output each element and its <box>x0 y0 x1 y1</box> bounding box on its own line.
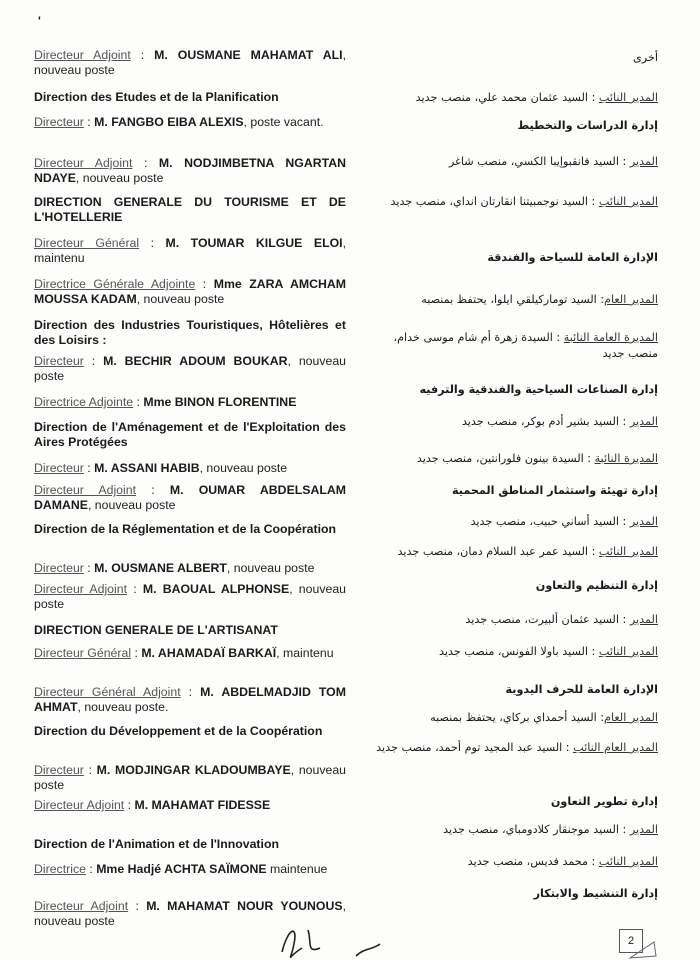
position-label: Directeur <box>34 115 84 129</box>
section-heading: Direction des Etudes et de la Planification <box>34 90 279 104</box>
appointee-name: M. FANGBO EIBA ALEXIS <box>94 115 244 129</box>
section-heading: DIRECTION GENERALE DE L'ARTISANAT <box>34 623 278 637</box>
appointment-entry: Directeur Adjoint : M. BAOUAL ALPHONSE, nouveau poste <box>34 582 346 611</box>
arabic-entry <box>362 822 658 838</box>
position-label: Directrice <box>34 862 86 876</box>
arabic-position-label: المدير <box>629 515 658 528</box>
appointment-status: , nouveau poste <box>136 292 225 306</box>
arabic-entry-text: : السيد أحمداي بركاي، يحتفظ بمنصبه <box>430 711 605 724</box>
appointment-status: , poste vacant. <box>243 115 324 129</box>
appointment-status: , nouveau poste. <box>77 700 169 714</box>
appointment-status: , nouveau poste <box>199 461 288 475</box>
arabic-entry <box>362 194 658 210</box>
arabic-entry-text: : محمد فديس، منصب جديد <box>467 855 599 868</box>
arabic-section-heading: إدارة التنشيط والابتكار <box>533 887 658 900</box>
arabic-section-heading: إدارة تطوير التعاون <box>550 795 658 808</box>
appointment-entry: Directeur : M. FANGBO EIBA ALEXIS, poste vacant. <box>34 115 324 129</box>
arabic-entry <box>362 154 658 170</box>
arabic-entry-text: : السيدة زهرة أم شام موسى خدام، منصب جديد <box>393 331 658 360</box>
position-label: Directeur Adjoint <box>34 156 133 170</box>
appointment-status: , nouveau poste <box>87 498 176 512</box>
arabic-entry <box>362 514 658 530</box>
arabic-entry <box>362 612 658 628</box>
position-label: Directeur Général <box>34 646 132 660</box>
arabic-entry-text: : السيد عبد المجيد توم أحمد، منصب جديد <box>376 741 574 754</box>
appointment-entry: Directeur : M. MODJINGAR KLADOUMBAYE, nouveau poste <box>34 763 346 792</box>
appointment-entry: Directeur Adjoint : M. OUSMANE MAHAMAT ALI, nouveau poste <box>34 48 346 77</box>
appointment-entry: Directeur Général : M. AHAMADAÏ BARKAÏ, maintenu <box>34 646 334 660</box>
position-label: Directeur <box>34 561 84 575</box>
appointment-status: , nouveau poste <box>226 561 315 575</box>
appointee-name: M. OUSMANE MAHAMAT ALI <box>154 48 343 62</box>
appointment-entry: Directeur Général Adjoint : M. ABDELMADJID TOM AHMAT, nouveau poste. <box>34 685 346 714</box>
appointment-entry: Directeur : M. BECHIR ADOUM BOUKAR, nouveau poste <box>34 354 347 383</box>
position-label: Directeur Adjoint <box>34 582 128 596</box>
appointee-name: M. TOUMAR KILGUE ELOI <box>165 236 343 250</box>
signature-icon <box>268 918 388 960</box>
appointment-entry: Directeur Général : M. TOUMAR KILGUE ELOI, maintenu <box>34 236 346 265</box>
position-label: Directeur <box>34 461 84 475</box>
position-label: Directeur Adjoint <box>34 899 129 913</box>
arabic-section-heading: إدارة الصناعات السياحية والفندقية والترفيه <box>419 383 658 396</box>
position-label: Directeur Général Adjoint <box>34 685 181 699</box>
arabic-position-label: المدير النائب <box>598 195 658 208</box>
appointee-name: Mme Hadjé ACHTA SAÏMONE <box>96 862 267 876</box>
appointee-name: M. BECHIR ADOUM BOUKAR <box>103 354 288 368</box>
appointment-status: , nouveau poste <box>34 582 346 611</box>
appointee-name: M. OUMAR ABDELSALAM DAMANE <box>34 483 346 512</box>
arabic-entry-text: : السيد بشير أدم بوكر، منصب جديد <box>461 415 630 428</box>
arabic-position-label: المدير العام <box>604 711 658 724</box>
arabic-entry-text: : السيد فانقبوإيبا الكسي، منصب شاغر <box>448 155 630 168</box>
section-heading: Direction du Développement et de la Coopération <box>34 724 323 738</box>
appointee-name: M. MAHAMAT NOUR YOUNOUS <box>146 899 343 913</box>
arabic-entry-text: : السيدة بينون فلورانتين، منصب جديد <box>416 452 595 465</box>
appointment-entry: Directeur Adjoint : M. MAHAMAT FIDESSE <box>34 798 271 812</box>
arabic-position-label: المديرة النائبة <box>594 452 658 465</box>
arabic-entry <box>362 544 658 560</box>
appointment-entry: Directrice : Mme Hadjé ACHTA SAÏMONE maintenue <box>34 862 328 876</box>
arabic-entry-text: : السيد أساني حبيب، منصب جديد <box>470 515 630 528</box>
section-heading: DIRECTION GENERALE DU TOURISME ET DE L'HOTELLERIE <box>34 195 346 224</box>
appointment-entry: Directeur Adjoint : M. NODJIMBETNA NGARTAN NDAYE, nouveau poste <box>34 156 346 185</box>
arabic-position-label: المدير <box>629 155 658 168</box>
appointee-name: Mme BINON FLORENTINE <box>143 395 297 409</box>
arabic-entry-text: : السيد عمر عبد السلام دمان، منصب جديد <box>397 545 599 558</box>
appointment-status: maintenue <box>266 862 328 876</box>
arabic-section-heading: إدارة الدراسات والتخطيط <box>517 119 658 132</box>
arabic-entry <box>362 414 658 430</box>
appointment-status: , nouveau poste <box>75 171 164 185</box>
appointee-name: M. MAHAMAT FIDESSE <box>134 798 271 812</box>
appointee-name: M. NODJIMBETNA NGARTAN NDAYE <box>34 156 346 185</box>
arabic-entry-text: : السيد توماركيلقي ايلوا، يحتفظ بمنصبه <box>421 293 605 306</box>
appointee-name: M. MODJINGAR KLADOUMBAYE <box>96 763 291 777</box>
arabic-entry-text: : السيد نوجمبيتنا انقارتان انداي، منصب جديد <box>390 195 599 208</box>
arabic-position-label: المدير <box>629 415 658 428</box>
arabic-entry-text: أخرى <box>633 51 658 64</box>
arabic-position-label: المدير العام النائب <box>573 741 658 754</box>
arabic-section-heading: الإدارة العامة للسياحة والفندقة <box>487 251 658 264</box>
arabic-position-label: المدير النائب <box>598 645 658 658</box>
appointment-status: , nouveau poste <box>34 354 347 383</box>
arabic-position-label: المدير العام <box>604 293 658 306</box>
appointment-entry: Directeur : M. OUSMANE ALBERT, nouveau poste <box>34 561 315 575</box>
appointment-entry: Directeur : M. ASSANI HABIB, nouveau poste <box>34 461 288 475</box>
arabic-entry <box>362 740 658 756</box>
arabic-section-heading: إدارة تهيئة واستثمار المناطق المحمية <box>452 484 658 497</box>
position-label: Directeur Adjoint <box>34 48 131 62</box>
arabic-position-label: المديرة العامة النائبة <box>563 331 658 344</box>
arabic-entry-text: : السيد عثمان ألبيرت، منصب جديد <box>465 613 630 626</box>
arabic-section-heading: إدارة التنظيم والتعاون <box>535 579 658 592</box>
arabic-entry <box>362 710 658 726</box>
arabic-entry <box>362 292 658 308</box>
appointment-status: , maintenu <box>34 236 346 265</box>
arabic-entry-text: : السيد باولا الفونس، منصب جديد <box>438 645 599 658</box>
arabic-entry <box>362 90 658 106</box>
arabic-entry-text: : السيد موجنقار كلادومباي، منصب جديد <box>443 823 630 836</box>
appointee-name: M. OUSMANE ALBERT <box>94 561 227 575</box>
appointee-name: M. ASSANI HABIB <box>94 461 200 475</box>
arabic-entry <box>362 451 658 467</box>
position-label: Directeur Adjoint <box>34 483 137 497</box>
arabic-entry <box>362 644 658 660</box>
appointment-status: , nouveau poste <box>34 763 346 792</box>
section-heading: Direction de la Réglementation et de la Coopération <box>34 522 337 536</box>
arabic-position-label: المدير <box>629 613 658 626</box>
position-label: Directeur <box>34 354 84 368</box>
appointment-status: , nouveau poste <box>34 899 346 928</box>
arabic-position-label: المدير النائب <box>598 545 658 558</box>
appointment-entry: Directrice Adjointe : Mme BINON FLORENTINE <box>34 395 297 409</box>
arabic-position-label: المدير النائب <box>598 855 658 868</box>
arabic-entry-text: : السيد عثمان محمد علي، منصب جديد <box>415 91 599 104</box>
corner-mark: ' <box>38 14 41 28</box>
position-label: Directrice Adjointe <box>34 395 134 409</box>
appointee-name: Mme ZARA AMCHAM MOUSSA KADAM <box>34 277 347 306</box>
appointment-entry: Directeur Adjoint : M. OUMAR ABDELSALAM DAMANE, nouveau poste <box>34 483 346 512</box>
arabic-entry <box>362 330 658 362</box>
section-heading: Direction de l'Animation et de l'Innovation <box>34 837 279 851</box>
arabic-position-label: المدير النائب <box>598 91 658 104</box>
appointee-name: M. AHAMADAÏ BARKAÏ <box>141 646 277 660</box>
section-heading: Direction des Industries Touristiques, Hôtelières et des Loisirs : <box>34 318 346 347</box>
arabic-section-heading: الإدارة العامة للحرف اليدوية <box>505 683 658 696</box>
position-label: Directrice Générale Adjointe <box>34 277 196 291</box>
position-label: Directeur Général <box>34 236 140 250</box>
position-label: Directeur Adjoint <box>34 798 125 812</box>
appointment-entry: Directrice Générale Adjointe : Mme ZARA AMCHAM MOUSSA KADAM, nouveau poste <box>34 277 347 306</box>
appointment-status: , maintenu <box>276 646 334 660</box>
page-number: 2 <box>619 929 643 953</box>
page-curl-icon <box>628 940 658 960</box>
appointee-name: M. BAOUAL ALPHONSE <box>142 582 290 596</box>
appointee-name: M. ABDELMADJID TOM AHMAT <box>34 685 346 714</box>
position-label: Directeur <box>34 763 84 777</box>
arabic-entry <box>362 50 658 66</box>
arabic-entry <box>362 854 658 870</box>
arabic-position-label: المدير <box>629 823 658 836</box>
appointment-entry: Directeur Adjoint : M. MAHAMAT NOUR YOUNOUS, nouveau poste <box>34 899 346 928</box>
appointment-status: , nouveau poste <box>34 48 346 77</box>
section-heading: Direction de l'Aménagement et de l'Exploitation des Aires Protégées <box>34 420 346 449</box>
